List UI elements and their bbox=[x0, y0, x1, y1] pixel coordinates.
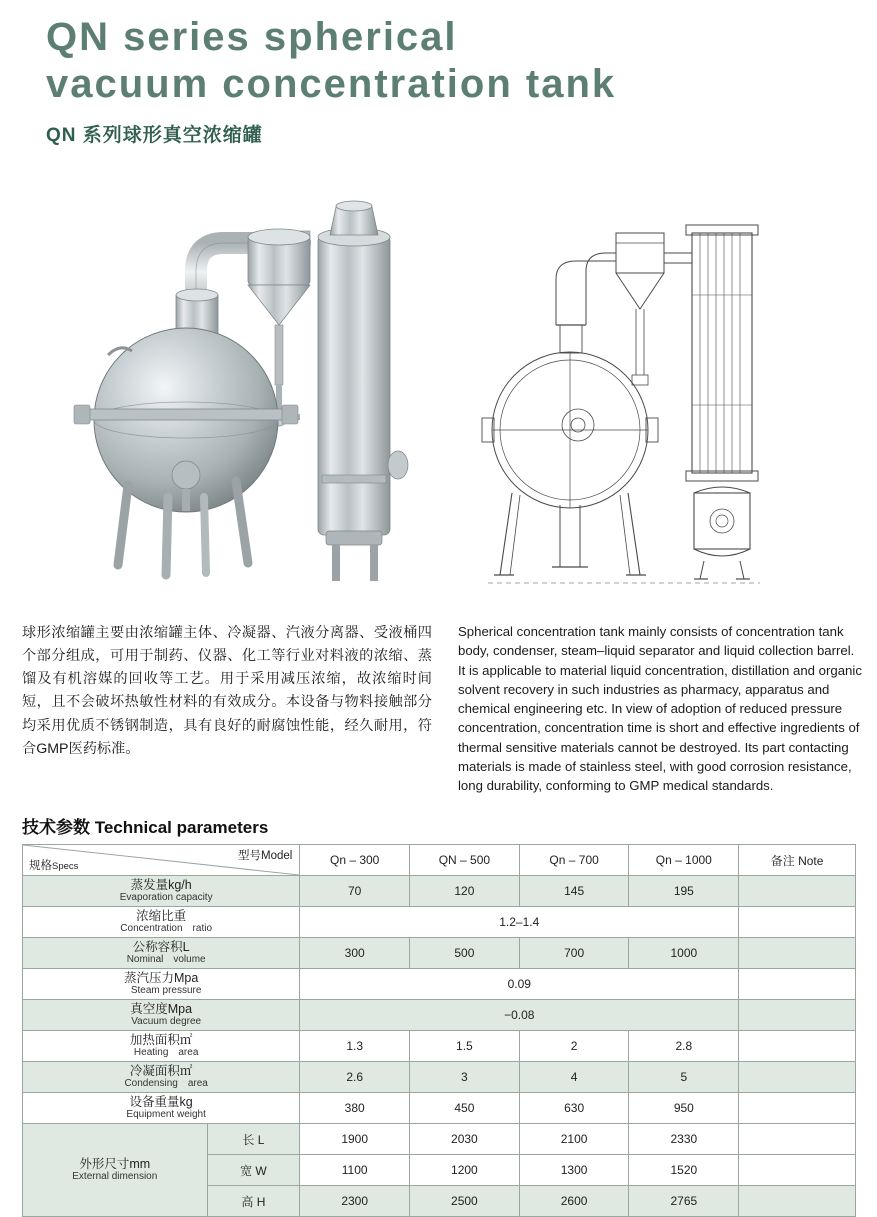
header-col-3: Qn – 700 bbox=[519, 845, 629, 876]
cell-value: 4 bbox=[519, 1062, 629, 1093]
cell-value: 2500 bbox=[410, 1186, 520, 1217]
page-title-line1: QN series spherical bbox=[46, 15, 458, 59]
cell-value: 380 bbox=[300, 1093, 410, 1124]
cell-value: 2030 bbox=[410, 1124, 520, 1155]
cell-value: 145 bbox=[519, 876, 629, 907]
cell-value: 195 bbox=[629, 876, 739, 907]
page-header bbox=[46, 14, 846, 147]
spherical-tank-body bbox=[74, 289, 298, 575]
cell-value: 300 bbox=[300, 938, 410, 969]
cell-value: 2300 bbox=[300, 1186, 410, 1217]
dimension-label: 外形尺寸mm External dimension bbox=[23, 1124, 208, 1217]
cell-value: 3 bbox=[410, 1062, 520, 1093]
row-label: 加热面积㎡ Heating area bbox=[23, 1031, 300, 1062]
cell-value-merged: 0.09 bbox=[300, 969, 739, 1000]
dimension-sub-label: 高 H bbox=[207, 1186, 300, 1217]
dimension-sub-label: 宽 W bbox=[207, 1155, 300, 1186]
cell-value: 120 bbox=[410, 876, 520, 907]
cell-note bbox=[739, 1155, 856, 1186]
dimension-sub-label: 长 L bbox=[207, 1124, 300, 1155]
cell-value: 500 bbox=[410, 938, 520, 969]
technical-line-drawing bbox=[482, 225, 760, 583]
table-row bbox=[23, 1093, 856, 1124]
row-label: 蒸发量kg/h Evaporation capacity bbox=[23, 876, 300, 907]
cell-value-merged: −0.08 bbox=[300, 1000, 739, 1031]
cell-note bbox=[739, 876, 856, 907]
cell-value: 2.8 bbox=[629, 1031, 739, 1062]
cell-value: 1000 bbox=[629, 938, 739, 969]
header-col-2: QN – 500 bbox=[410, 845, 520, 876]
product-illustration bbox=[0, 175, 877, 605]
table-row bbox=[23, 1062, 856, 1093]
cell-value-merged: 1.2–1.4 bbox=[300, 907, 739, 938]
cell-value: 1.3 bbox=[300, 1031, 410, 1062]
table-row bbox=[23, 938, 856, 969]
header-note: 备注 Note bbox=[739, 845, 856, 876]
cell-value: 2600 bbox=[519, 1186, 629, 1217]
tech-params-table bbox=[22, 844, 856, 1217]
cell-note bbox=[739, 907, 856, 938]
header-specs-label: 规格Specs bbox=[29, 860, 79, 872]
table-row bbox=[23, 1000, 856, 1031]
row-label: 设备重量kg Equipment weight bbox=[23, 1093, 300, 1124]
cell-value: 2765 bbox=[629, 1186, 739, 1217]
cell-value: 950 bbox=[629, 1093, 739, 1124]
row-label: 公称容积L Nominal volume bbox=[23, 938, 300, 969]
description-english: Spherical concentration tank mainly consists of concentration tank body, condenser, steam–liquid separator and liquid collection barrel. It is applicable to material liquid concentration, distillation and organic solvent recovery in such industries as pharmacy, apparatus and chemical engineering etc. In view of adoption of reduced pressure concentration, concentration time is short and effective ingredients of thermal sensitive materials cannot be destroyed. Its part contacting materials is made of stainless steel, with good corrosion resistance, long durability, conforming to GMP medical standards. bbox=[458, 624, 862, 794]
cell-value: 1100 bbox=[300, 1155, 410, 1186]
cell-note bbox=[739, 938, 856, 969]
cell-value: 5 bbox=[629, 1062, 739, 1093]
page-title-cn: QN 系列球形真空浓缩罐 bbox=[46, 125, 263, 147]
cell-value: 2100 bbox=[519, 1124, 629, 1155]
cell-value: 1520 bbox=[629, 1155, 739, 1186]
row-label: 浓缩比重 Concentration ratio bbox=[23, 907, 300, 938]
row-label: 真空度Mpa Vacuum degree bbox=[23, 1000, 300, 1031]
cell-value: 2.6 bbox=[300, 1062, 410, 1093]
cell-value: 1900 bbox=[300, 1124, 410, 1155]
table-row-dimension bbox=[23, 1124, 856, 1155]
cell-note bbox=[739, 1031, 856, 1062]
cell-value: 450 bbox=[410, 1093, 520, 1124]
row-label: 冷凝面积㎡ Condensing area bbox=[23, 1062, 300, 1093]
tech-params-heading: 技术参数 Technical parameters bbox=[22, 818, 269, 837]
page-title-line2: vacuum concentration tank bbox=[46, 62, 617, 107]
header-model-label: 型号Model bbox=[237, 850, 293, 862]
table-row bbox=[23, 969, 856, 1000]
cell-note bbox=[739, 1186, 856, 1217]
cell-value: 2 bbox=[519, 1031, 629, 1062]
header-corner-cell bbox=[23, 845, 300, 876]
row-label: 蒸汽压力Mpa Steam pressure bbox=[23, 969, 300, 1000]
table-row bbox=[23, 1031, 856, 1062]
cell-value: 1200 bbox=[410, 1155, 520, 1186]
cell-note bbox=[739, 1000, 856, 1031]
description-chinese: 球形浓缩罐主要由浓缩罐主体、冷凝器、汽液分离器、受液桶四个部分组成，可用于制药、仪器、化工等行业对料液的浓缩、蒸馏及有机溶媒的回收等工艺。用于采用减压浓缩，故浓缩时间短，且不会破坏热敏性材料的有效成分。本设备与物料接触部分均采用优质不锈钢制造，具有良好的耐腐蚀性能，经久耐用，符合GMP医药标准。 bbox=[22, 625, 432, 757]
cell-note bbox=[739, 1062, 856, 1093]
cell-value: 700 bbox=[519, 938, 629, 969]
page-title-en bbox=[46, 14, 846, 108]
cell-value: 1.5 bbox=[410, 1031, 520, 1062]
cell-value: 1300 bbox=[519, 1155, 629, 1186]
cell-note bbox=[739, 969, 856, 1000]
header-col-4: Qn – 1000 bbox=[629, 845, 739, 876]
cell-value: 70 bbox=[300, 876, 410, 907]
table-row bbox=[23, 907, 856, 938]
table-header-row bbox=[23, 845, 856, 876]
cell-value: 630 bbox=[519, 1093, 629, 1124]
condenser-column bbox=[318, 201, 408, 581]
cell-note bbox=[739, 1093, 856, 1124]
cell-value: 2330 bbox=[629, 1124, 739, 1155]
cell-note bbox=[739, 1124, 856, 1155]
table-row bbox=[23, 876, 856, 907]
header-col-1: Qn – 300 bbox=[300, 845, 410, 876]
